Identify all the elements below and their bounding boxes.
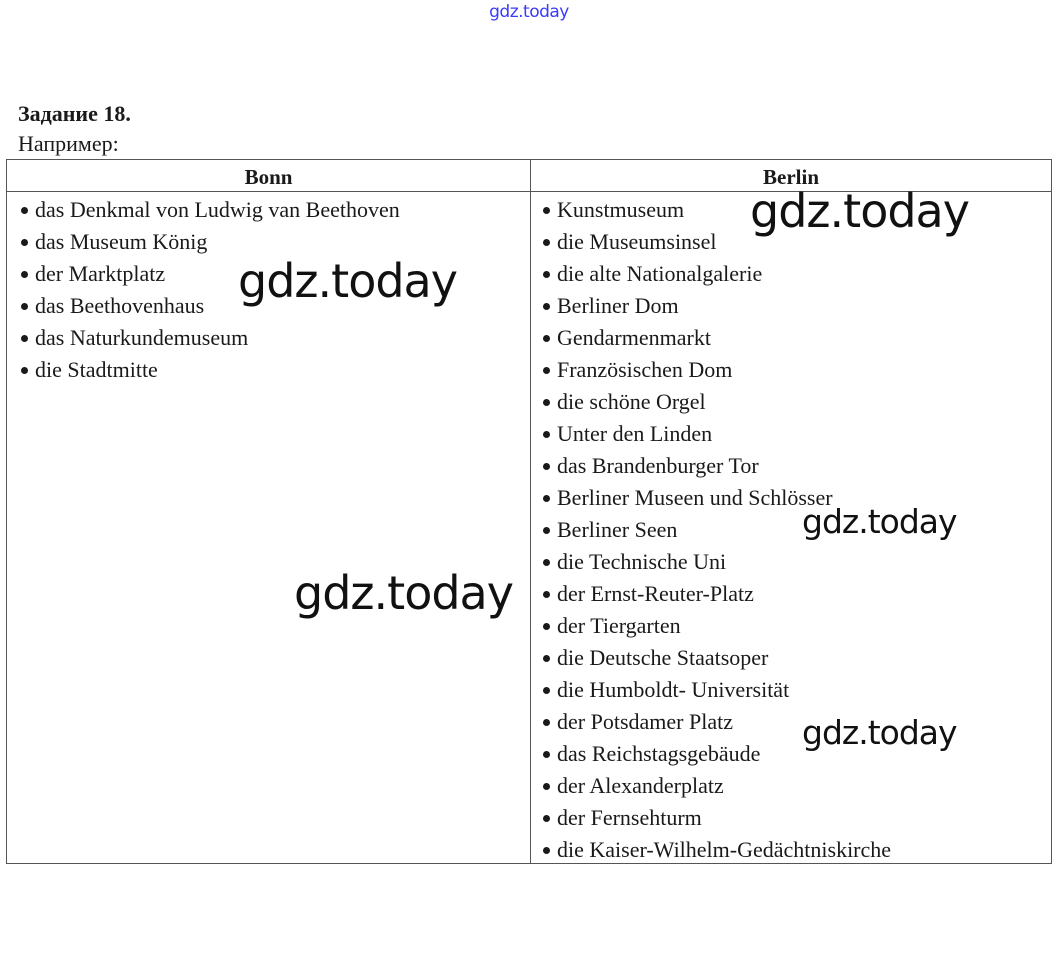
berlin-item-label: der Potsdamer Platz [557,709,733,734]
berlin-item-label: die Kaiser-Wilhelm-Gedächtniskirche [557,837,892,862]
watermark-overlay: gdz.today [238,254,457,308]
berlin-item-label: Berliner Seen [557,517,678,542]
bullet-icon [543,239,550,246]
berlin-item [541,546,891,578]
bullet-icon [21,367,28,374]
watermark-overlay: gdz.today [750,184,969,238]
berlin-item-label: der Ernst-Reuter-Platz [557,581,754,606]
watermark-overlay: gdz.today [802,502,957,541]
berlin-item-label: Kunstmuseum [557,197,685,222]
bullet-icon [543,463,550,470]
bullet-icon [543,719,550,726]
bullet-icon [543,591,550,598]
berlin-item-label: der Tiergarten [557,613,681,638]
watermark-overlay: gdz.today [802,713,957,752]
task-title: Задание 18. [18,101,131,126]
berlin-item-label: die schöne Orgel [557,389,706,414]
bullet-icon [543,399,550,406]
berlin-item [541,386,891,418]
bullet-icon [543,271,550,278]
berlin-item-label: Gendarmenmarkt [557,325,711,350]
bullet-icon [543,751,550,758]
column-header-bonn: Bonn [244,165,293,189]
berlin-item-label: Unter den Linden [557,421,713,446]
bonn-item-label: das Museum König [35,229,208,254]
bullet-icon [21,207,28,214]
berlin-item-label: die alte Nationalgalerie [557,261,763,286]
bullet-icon [21,303,28,310]
site-watermark-top: gdz.today [489,2,569,22]
bullet-icon [21,271,28,278]
bullet-icon [543,815,550,822]
bullet-icon [543,623,550,630]
berlin-item [541,290,891,322]
bonn-item-label: die Stadtmitte [35,357,158,382]
berlin-item [541,802,891,834]
berlin-item [541,578,891,610]
bullet-icon [543,431,550,438]
bullet-icon [543,527,550,534]
berlin-item [541,834,891,866]
berlin-item-label: die Museumsinsel [557,229,717,254]
bonn-item-label: das Denkmal von Ludwig van Beethoven [35,197,400,222]
column-header-berlin: Berlin [763,165,819,189]
bullet-icon [543,783,550,790]
berlin-item [541,610,891,642]
bullet-icon [543,687,550,694]
berlin-item-label: Berliner Museen und Schlösser [557,485,833,510]
berlin-item-label: die Humboldt- Universität [557,677,790,702]
bullet-icon [543,847,550,854]
bullet-icon [543,559,550,566]
berlin-item-label: die Deutsche Staatsoper [557,645,769,670]
bonn-item [19,322,400,354]
berlin-item-label: Berliner Dom [557,293,679,318]
bullet-icon [543,335,550,342]
berlin-item-label: das Brandenburger Tor [557,453,759,478]
watermark-overlay: gdz.today [294,566,513,620]
bullet-icon [543,495,550,502]
bullet-icon [21,335,28,342]
task-subtitle: Например: [18,131,119,156]
bonn-item-label: das Naturkundemuseum [35,325,249,350]
berlin-item-label: das Reichstagsgebäude [557,741,761,766]
berlin-item [541,322,891,354]
bullet-icon [543,367,550,374]
bonn-item-label: der Marktplatz [35,261,166,286]
bonn-item [19,194,400,226]
berlin-item [541,258,891,290]
bonn-item [19,354,400,386]
berlin-item-label: Französischen Dom [557,357,733,382]
berlin-item [541,450,891,482]
berlin-item [541,770,891,802]
berlin-item-label: der Alexanderplatz [557,773,724,798]
bullet-icon [543,303,550,310]
berlin-item [541,674,891,706]
berlin-item [541,642,891,674]
bullet-icon [543,207,550,214]
bonn-item-label: das Beethovenhaus [35,293,205,318]
berlin-item-label: der Fernsehturm [557,805,702,830]
bullet-icon [21,239,28,246]
berlin-item-label: die Technische Uni [557,549,727,574]
berlin-item [541,418,891,450]
berlin-item [541,354,891,386]
bullet-icon [543,655,550,662]
column-divider [530,160,531,863]
